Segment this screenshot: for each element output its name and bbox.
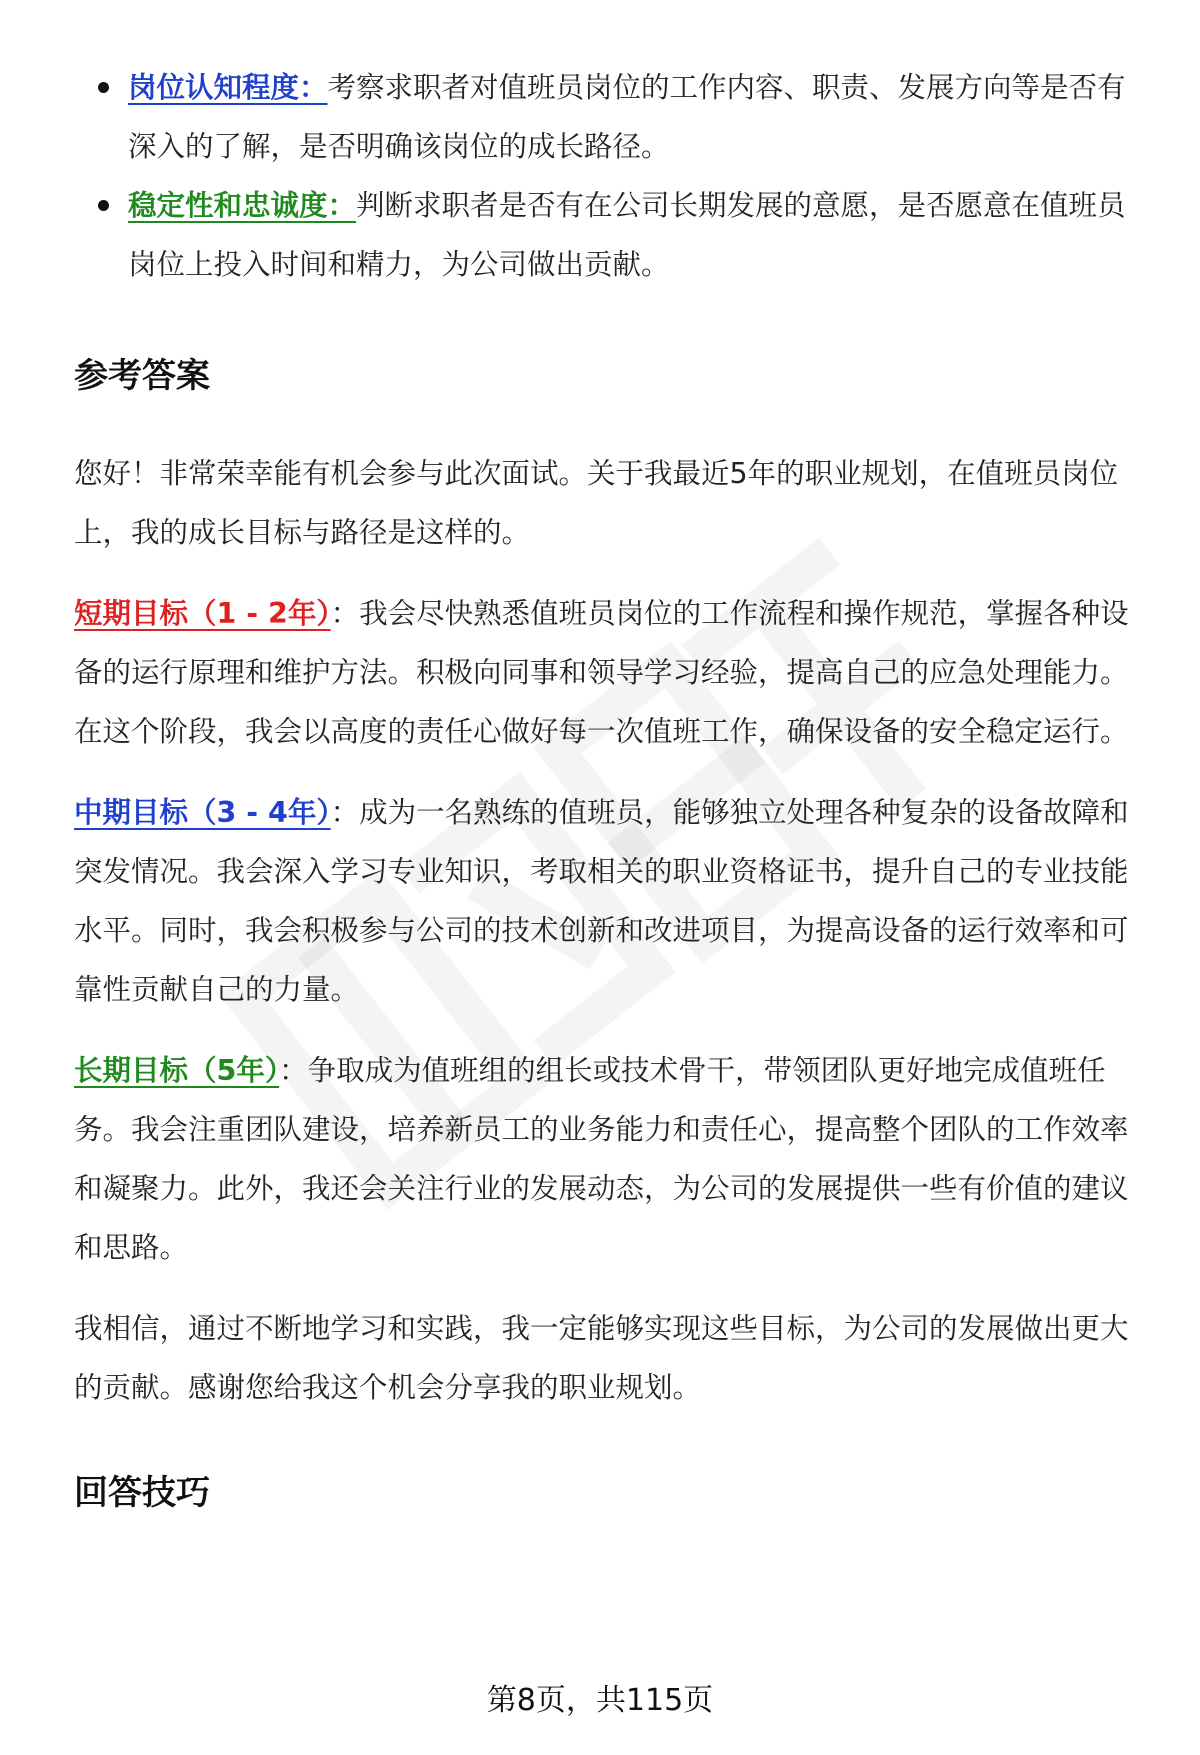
- goal-paragraph-long-term: [74, 1041, 1154, 1277]
- closing-paragraph: 我相信，通过不断地学习和实践，我一定能够实现这些目标，为公司的发展做出更大的贡献。感谢您给我这个机会分享我的职业规划。: [74, 1312, 1129, 1404]
- criteria-text: 判断求职者是否有在公司长期发展的意愿，是否愿意在值班员岗位上投入时间和精力，为公司做出贡献。: [128, 189, 1126, 281]
- goal-term: 短期目标（1 - 2年）: [74, 597, 331, 630]
- section-heading-reference-answer: 参考答案: [74, 356, 210, 396]
- bullet-icon: [98, 82, 109, 93]
- criteria-term: 稳定性和忠诚度：: [128, 189, 357, 222]
- intro-paragraph: 您好！非常荣幸能有机会参与此次面试。关于我最近5年的职业规划，在值班员岗位上，我的成长目标与路径是这样的。: [74, 457, 1119, 549]
- page-number: 第8页，共115页: [486, 1683, 714, 1718]
- bullet-icon: [98, 200, 109, 211]
- goal-paragraph-mid-term: [74, 783, 1154, 1019]
- content-area: [74, 58, 1154, 1513]
- goal-text: ：成为一名熟练的值班员，能够独立处理各种复杂的设备故障和突发情况。我会深入学习专业知识，考取相关的职业资格证书，提升自己的专业技能水平。同时，我会积极参与公司的技术创新和改进项目，为提高设备的运行效率和可靠性贡献自己的力量。: [74, 796, 1129, 1006]
- list-item: [74, 176, 1154, 294]
- section-heading-answer-tips: 回答技巧: [74, 1473, 210, 1513]
- goal-text: ：争取成为值班组的组长或技术骨干，带领团队更好地完成值班任务。我会注重团队建设，培养新员工的业务能力和责任心，提高整个团队的工作效率和凝聚力。此外，我还会关注行业的发展动态，为公司的发展提供一些有价值的建议和思路。: [74, 1054, 1129, 1264]
- goal-term: 中期目标（3 - 4年）: [74, 796, 331, 829]
- criteria-text: 考察求职者对值班员岗位的工作内容、职责、发展方向等是否有深入的了解，是否明确该岗位的成长路径。: [128, 71, 1126, 163]
- goal-paragraph-short-term: [74, 584, 1154, 761]
- goal-term: 长期目标（5年）: [74, 1054, 280, 1087]
- list-item: [74, 58, 1154, 176]
- criteria-term: 岗位认知程度：: [128, 71, 328, 104]
- criteria-list: [74, 58, 1154, 294]
- goal-text: ：我会尽快熟悉值班员岗位的工作流程和操作规范，掌握各种设备的运行原理和维护方法。积极向同事和领导学习经验，提高自己的应急处理能力。在这个阶段，我会以高度的责任心做好每一次值班工作，确保设备的安全稳定运行。: [74, 597, 1129, 748]
